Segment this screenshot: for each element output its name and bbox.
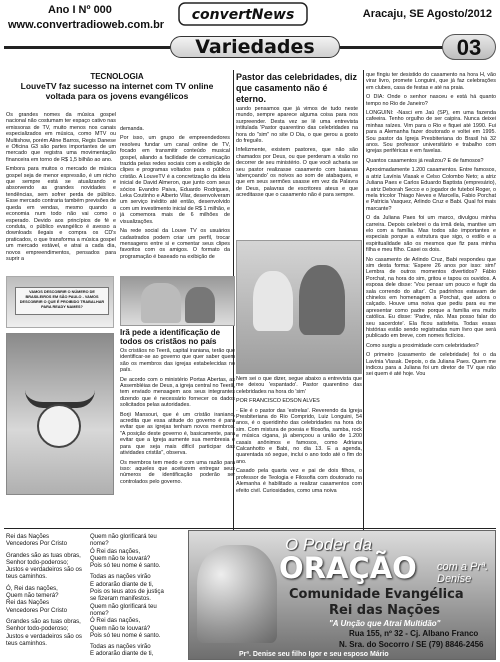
article3-paragraph: Quantos casamentos já realizou? E de famosos? (366, 157, 484, 164)
article2-paragraph: Os membros tem medo e com uma razão para isso: aqueles que aceitarem entregar seus números de identificação poderão ser controlados pelo governo. (120, 459, 235, 485)
ad-church-name: Comunidade Evangélica (289, 587, 464, 602)
article1-paragraph: Embora para muitos o mercado de música gospel seja de menor expressão, é um nicho que sempre está se atualizando e absorvendo as grandes novidades e tendências, sem sofrer perda de público. Esse mercado contraria também previsões de queda em vendas, mesmo quando a economia num todo não vai como o esperado. Devido aos princípios de fé e conduta, o público evangélico é avesso a downloads ilegais e compra os CD's praticados, o que transforma a música gospel um mercado estável, e atrai a cada dia, novos empreendimentos, pensados para suprir a (6, 166, 116, 262)
article3-body-top (236, 106, 358, 238)
church-advertisement (188, 530, 496, 660)
article1-paragraph: Por isso, um grupo de empreendedores resolveu fundar um canal online de TV, focado em transmitir conteúdo musical gospel, aliando a facilidade de comunicação trazida pelas redes sociais com a exibição de clipes e programas voltados para o público cristão. A LouveTV é a concretização da ideia inicial de David Almeron, que junto com seus sócios Evandro Paiva, Eduardo Rodrigues, Leka Coutinho e Alberto Vilar, desenvolveram um serviço inédito até então, desenvolvido com um investimento inicial de R$ 1 milhão, e já comemora mais de 6 milhões de visualizações. (120, 135, 230, 225)
ball-shape (37, 404, 81, 448)
hymn-stanza: Grandes são as tuas obras, Senhor todo-poderoso; Justos e verdadeiros são os teus caminhos. (6, 617, 82, 647)
protest-sign-text: VAMOS DESCOBRIR O NÚMERO DE BRASILEIROS EM SÃO PAULO - VAMOS DESCOBRIR O QUE É PROIBIDO TRABALHAR PARA READY NAMES? (15, 287, 109, 315)
iran-christians-photo (120, 276, 235, 326)
section-bar (4, 32, 496, 62)
person-figure (185, 287, 215, 323)
article3-paragraph: O DIA: Onde o senhor nasceu e está há quanto tempo no Rio de Janeiro? (366, 94, 496, 107)
ad-church-subtitle: Rei das Nações (329, 603, 440, 618)
hymn-stanza: Ó, Rei das nações, Quem não temerá? Rei das Nações Vencedores Por Cristo (6, 584, 67, 614)
article1-header (6, 72, 228, 101)
article2-headline: Irã pede a identificação de todos os cristãos no país (120, 328, 221, 346)
website-url[interactable]: www.convertradioweb.com.br (8, 19, 165, 31)
article3-paragraph: LONGUINI: -Nasci em Jaú (SP), em uma fazenda cafeeira. Tenho orgulho de ser caipira. Nunca deixei minhas raízes. Vim para o Rio e fiquei até 1990. Fui para a Alemanha fazer doutorado e voltei em 1995. Sou pastor da Igreja Presbiteriana do Brasil há 32 anos. Sou professor universitário e trabalho com igrejas periféricas e em favelas. (366, 110, 496, 155)
article3-paragraph: Nem sei o que dizer, segue abaixo a entrevista que me deixou 'espantado'. Pastor quarentino das celebridades na hora do 'sim' (236, 376, 362, 395)
football-poster-image (6, 333, 114, 495)
article2-paragraph: Borji Mansouri, que é um cristão iraniano, acredita que essa atitude do governo é para evitar que as igrejas tenham novos membros. "A posição deste governo é, basicamente, para evitar que a Igreja aumente sua membresia e para que seja mais difícil participar das atividades cristãs", observa. (120, 411, 235, 457)
person-figure (141, 283, 181, 323)
section-title: Variedades (195, 36, 315, 58)
article3-paragraph: No casamento de Arlindo Cruz, Babi respondeu que sim desta forma: 'Espere 26 anos por isso: sim!' Lembra de outros momentos divertidos? Fábio Porchat, na hora do sim, gritou e tapou os ouvidos. A esposa dele disse: 'Vou pensar um pouco e fugir da sala correndo do altar'. Os padrinhos estavam de chinelos em homenagem a Porchat, que adora o calçado. Houve uma noiva que pediu para eu me apresentar como padre porque a família era muito católica. Eu disse: 'Padre, não. Mas posso falar do seu sacerdote'. Ela ficou satisfeita. Todas essas histórias estão sendo registradas num livro que será publicado em breve, com nomes fictícios. (366, 256, 496, 340)
hymn-stanza: Todas as nações virão E adorarão diante de ti, Pois os teus atos de justiça se fizeram manifestos. Quem não glorificará teu nome? Ó Rei das nações, Quem não te louvará? Pois só teu nome é santo. (90, 573, 164, 639)
ad-host: com a Prª. Denise (437, 561, 489, 585)
column-divider (363, 70, 364, 530)
article1-headline: LouveTV faz sucesso na internet com TV online voltada para os jovens evangélicos (20, 81, 214, 101)
page-number: 03 (442, 34, 496, 60)
issue-number: Ano I Nº 000 (48, 4, 112, 16)
article3-body-bottom (236, 376, 362, 528)
section-rule-left (4, 46, 170, 49)
person-figure (299, 265, 345, 335)
article3-paragraph: Infelizmente, existem pastores, que não são chamados por Deus, ou que perderam a visão no decorrer de seu ministério. O que você acharia se seu pastor realizasse casamento com baianas 'abençoando' os noivos ao som de atabaques, e que em seus sermões usasse em vez da Palavra de Deus, palavras de escritores ateus e que acreditasse que o casamento não é para sempre. (236, 147, 358, 199)
article3-paragraph: Aproximadamente 1.200 casamentos. Entre famosos, a atriz Lavínia Vlasak e Celso Colombo Neto; a atriz Juliana Paes e Carlos Eduardo Baptista (empresário), a atriz Deborah Secco e o jogador de futebol Roger, o mela tricolor Thiago Neves e Marcella, Fabio Porchat e Patricia Vasquez, Arlindo Cruz e Babi. Qual foi mais marcante? (366, 167, 496, 212)
hymn-column-1 (6, 533, 86, 659)
article1-kicker: TECNOLOGIA (90, 72, 144, 81)
convertnews-logo (178, 2, 308, 26)
pastor-photo (236, 240, 362, 374)
article3-paragraph: Como surgiu a proximidade com celebridades? (366, 342, 479, 349)
hymn-stanza: Todas as nações virão E adorarão diante de ti, (90, 643, 154, 658)
article3-paragraph: uando pensamos que já vimos de tudo neste mundo, sempre aparece alguma coisa para nos surpreender. Desta vez se lê uma entrevista intitulada 'Pastor quarentino das celebridades na hora do "sim" no site O Dia, o que gerou a gosto do freguês. (236, 106, 358, 145)
masthead-left (8, 4, 164, 31)
section-rule-right (340, 46, 444, 49)
ad-city-phone: N. Sra. do Socorro / SE (79) 8846-2456 (339, 640, 484, 649)
article3-paragraph: · Ele é o pastor das 'estrelas'. Reverendo da Igreja Presbiteriana do Rio Comprido, Luiz Longuini, 54 anos, é o queridinho das celebridades na hora do sim. Com mistura de poesia e filosofia, samba, rock e música cigana, já abençoou a união de 1.200 casais anônimos e famosos, como Adriana Calcanhotto e Babi, no dia 13. E a agenda, quarentada só segue, inclui o ano todo até o fim do ano. (236, 407, 362, 465)
location-date: Aracaju, SE Agosto/2012 (362, 8, 492, 20)
article3-header (236, 72, 358, 105)
article2-header (120, 328, 235, 346)
ad-caption: Prª. Denise seu filho Igor e seu esposo Mário (239, 651, 389, 658)
hymn-column-2 (90, 533, 184, 659)
hymn-stanza: Rei das Nações Vencedores Por Cristo (6, 533, 67, 548)
article3-paragraph: que fingiu ter desistido do casamento na hora H, vão virar livro, promete Longuini, que já faz celebrações em clubes, casa de festas e até na praia. (366, 72, 496, 91)
article3-paragraph: O primeiro (casamento de celebridade) foi o da Lavínia Vlasak. Depois, o da Juliana Paes. Quem me indicou para a Juliana foi um diretor de TV que não sei quem é até hoje. Vou (366, 352, 496, 378)
article1-paragraph: Os grandes nomes da música gospel nacional não costumam ter espaço cativo nas emissoras de TV, muito menos nos canais especializados em música, como MTV ou Multishow, porém Aline Barros, Regis Danese e Oficina G3 são partes importantes de um mercado que registra uma movimentação financeira em torno de R$ 1,5 bilhão ao ano. (6, 112, 116, 163)
protest-sign-photo (6, 276, 114, 328)
article3-headline: Pastor das celebridades, diz que casamento não é eterno. (236, 72, 358, 104)
article1-column-a (6, 112, 116, 272)
ad-title: ORAÇÃO (279, 551, 417, 585)
ad-tagline: O Poder da (285, 535, 372, 554)
article1-paragraph: Na rede social da Louve TV os usuários cadastrados podem criar um perfil, trocar mensagens entre si e comentar seus clipes favoritos com os amigos. O formato da programação é baseado na exibição de (120, 228, 230, 260)
hymn-stanza: Grandes são as tuas obras, Senhor todo-poderoso; Justos e verdadeiros são os teus caminhos. (6, 551, 82, 581)
article3-paragraph: POR FRANCISCO EDSON ALVES (236, 398, 320, 405)
article1-column-b (120, 126, 230, 276)
article3-paragraph: Casado pela quarta vez e pai de dois filhos, o professor de Teologia e Filosofia com doutorado na Alemanha é habilitado a realizar casamentos com efeito civil. Curiosidades, como uma noiva (236, 468, 362, 494)
hymn-stanza: Quem não glorificará teu nome? Ó Rei das nações, Quem não te louvará? Pois só teu nome é santo. (90, 533, 161, 570)
article1-paragraph: demanda. (120, 126, 144, 132)
family-photo (197, 545, 277, 643)
article2-paragraph: De acordo com o ministério Portas Abertas, as Assembléias de Deus, a igreja central no Teerã, tem enviado mensagem aos seus integrantes dizendo que é necessário fornecer os dados solicitados pelas autoridades. (120, 376, 235, 409)
article2-body (120, 348, 235, 524)
logo-text: convertNews (191, 7, 295, 23)
ad-slogan: "A Unção que Atrai Multidão" (329, 619, 441, 628)
article2-paragraph: Os cristãos no Teerã, capital iraniana, terão que identificar-se ao governo que quer saber quem são os membros das igrejas estabelecidas no país. (120, 348, 235, 374)
bottom-rule (4, 528, 496, 529)
article3-paragraph: O da Juliana Paes foi um marco, divulgou minha carreira. Depois celebrei o da irmã dela, mantive um elo com a família. Mas todos são importantes e especiais porque a estrutura que sigo, o estilo e a espiritualidade são os mesmos que fiz para minha filha e meu filho. Casei os dois. (366, 215, 496, 254)
article3-continuation (366, 72, 496, 528)
ad-address: Rua 155, nº 32 - Cj. Albano Franco (349, 629, 479, 638)
person-figure (253, 271, 293, 331)
